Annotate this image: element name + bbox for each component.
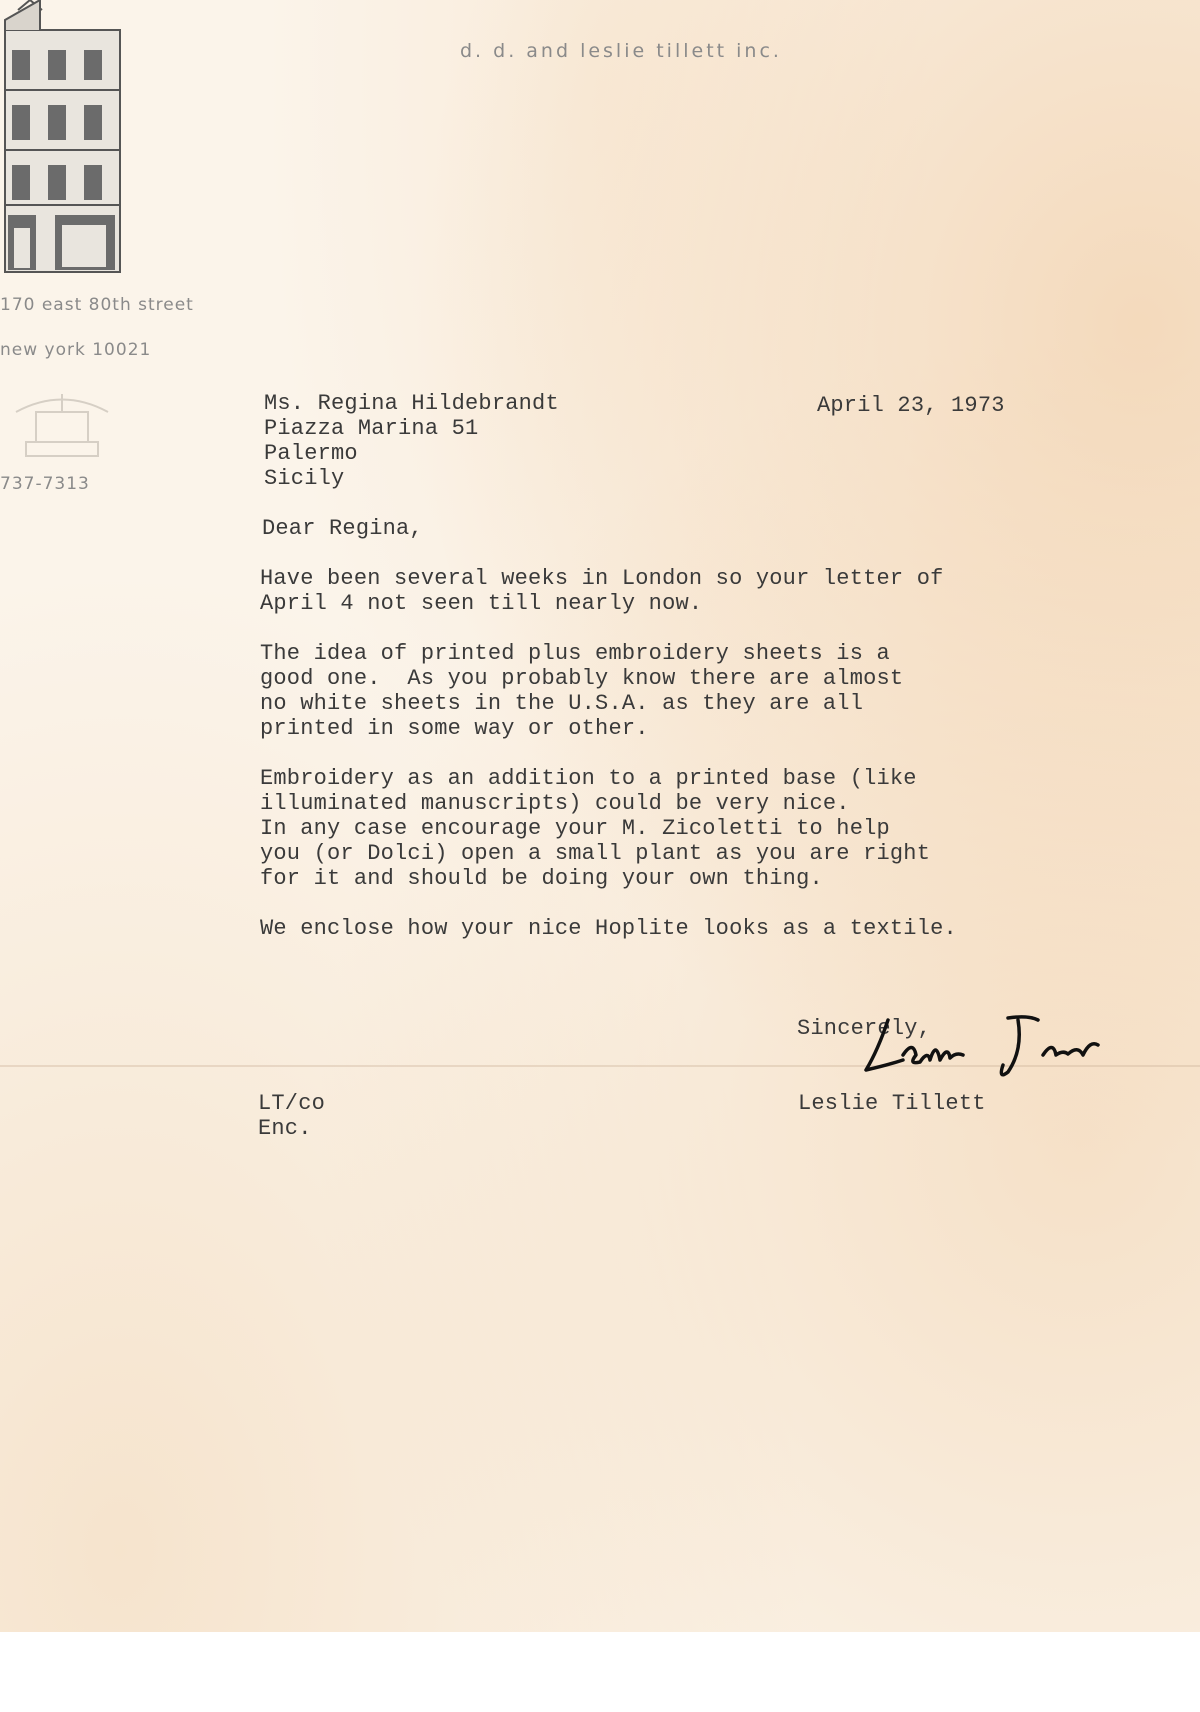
paragraph-3 xyxy=(260,766,930,891)
paragraph-line: you (or Dolci) open a small plant as you are right xyxy=(260,841,931,866)
letterhead-city: new york 10021 xyxy=(0,340,152,360)
paragraph-line: We enclose how your nice Hoplite looks as a textile. xyxy=(260,916,957,941)
paragraph-line: Have been several weeks in London so your letter of xyxy=(260,566,944,591)
paragraph-line: Embroidery as an addition to a printed base (like xyxy=(260,766,917,791)
recipient-name: Ms. Regina Hildebrandt xyxy=(264,391,559,416)
paragraph-line: good one. As you probably know there are almost xyxy=(260,666,904,691)
paragraph-line: The idea of printed plus embroidery sheets is a xyxy=(260,641,890,666)
closing: Sincerely, xyxy=(797,1016,932,1041)
recipient-street: Piazza Marina 51 xyxy=(264,416,479,441)
paragraph-4 xyxy=(260,916,957,941)
recipient-region: Sicily xyxy=(264,466,345,491)
building-logo-icon xyxy=(0,0,122,275)
paragraph-2 xyxy=(260,641,903,741)
paragraph-line: April 4 not seen till nearly now. xyxy=(260,591,703,616)
letterhead-firm-name: d. d. and leslie tillett inc. xyxy=(460,40,782,62)
telephone-emblem-icon xyxy=(6,382,118,462)
paragraph-1 xyxy=(260,566,944,616)
paragraph-line: In any case encourage your M. Zicoletti to help xyxy=(260,816,890,841)
letterhead-phone: 737-7313 xyxy=(0,474,90,494)
paragraph-line: printed in some way or other. xyxy=(260,716,649,741)
letterhead-street: 170 east 80th street xyxy=(0,295,194,315)
reference-initials: LT/co xyxy=(258,1091,326,1116)
paragraph-line: no white sheets in the U.S.A. as they are all xyxy=(260,691,864,716)
enclosure-note: Enc. xyxy=(258,1116,312,1141)
letter-date: April 23, 1973 xyxy=(817,393,1005,418)
signer-name: Leslie Tillett xyxy=(798,1091,986,1116)
salutation: Dear Regina, xyxy=(262,516,423,541)
recipient-city: Palermo xyxy=(264,441,358,466)
paragraph-line: illuminated manuscripts) could be very nice. xyxy=(260,791,850,816)
paragraph-line: for it and should be doing your own thing. xyxy=(260,866,823,891)
handwritten-signature xyxy=(858,1010,1108,1090)
